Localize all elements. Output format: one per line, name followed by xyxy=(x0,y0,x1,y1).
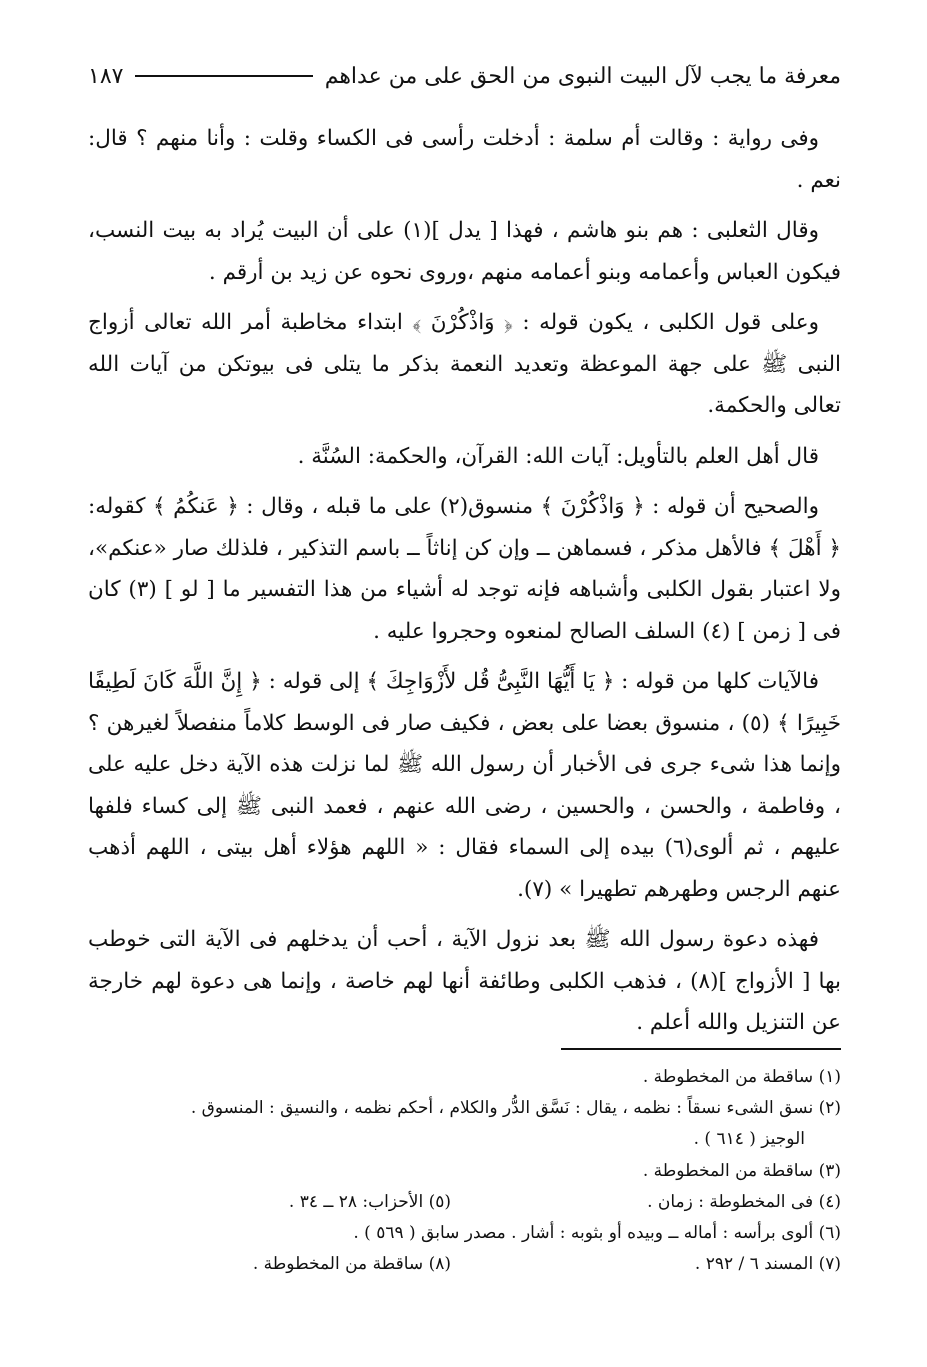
paragraph: وفى رواية : وقالت أم سلمة : أدخلت رأسى فى الكساء وقلت : وأنا منهم ؟ قال: نعم . xyxy=(88,126,841,193)
paragraph: وقال الثعلبى : هم بنو هاشم ، فهذا [ يدل ](١) على أن البيت يُراد به بيت النسب، فيكون العباس وأعمامه وبنو أعمامه منهم ،وروى نحوه عن زيد بن أرقم . xyxy=(88,218,841,285)
footnote-row xyxy=(88,1249,841,1280)
footnote-continuation: الوجيز ( ٦١٤ ) . xyxy=(693,1129,805,1150)
footnote: (٥) الأحزاب: ٢٨ ــ ٣٤ . xyxy=(288,1191,451,1212)
main-text xyxy=(88,118,841,1053)
header-rule xyxy=(135,75,312,77)
footnote-separator xyxy=(561,1048,841,1050)
footnote: (٦) ألوى برأسه : أماله ــ وبيده أو بثوبه : أشار . مصدر سابق ( ٥٦٩ ) . xyxy=(353,1223,841,1244)
paragraph: قال أهل العلم بالتأويل: آيات الله: القرآن، والحكمة: السُنَّة . xyxy=(297,443,819,469)
page-number: ١٨٧ xyxy=(88,63,124,89)
footnotes xyxy=(88,1062,841,1280)
running-title: معرفة ما يجب لآل البيت النبوى من الحق على من عداهم xyxy=(324,63,841,89)
running-header xyxy=(88,56,841,96)
footnote-row xyxy=(88,1187,841,1218)
footnote: (٨) ساقطة من المخطوطة . xyxy=(252,1254,451,1275)
paragraph: والصحيح أن قوله : ﴿ وَاذْكُرْنَ ﴾ منسوق(٢) على ما قبله ، وقال : ﴿ عَنكُمُ ﴾ كقوله: ﴿ أَهْلَ ﴾ فالأهل مذكر ، فسماهن ــ وإن كن إناثاً ــ باسم التذكير ، فلذلك صار «عنكم»، ولا اعتبار بقول الكلبى وأشباهه فإنه توجد له أشياء من هذا التفسير ما [ لو ] (٣) كان فى [ زمن ] (٤) السلف الصالح لمنعوه وحجروا عليه . xyxy=(88,494,841,644)
footnote: (١) ساقطة من المخطوطة . xyxy=(642,1067,841,1087)
footnote: (٣) ساقطة من المخطوطة . xyxy=(642,1160,841,1181)
footnote: (٢) نسق الشىء نسقاً : نظمه ، يقال : نَسَّق الدُّر والكلام ، أحكم نظمه ، والنسيق : المنسوق . xyxy=(190,1098,841,1119)
paragraph: فهذه دعوة رسول الله ﷺ بعد نزول الآية ، أحب أن يدخلهم فى الآية التى خوطب بها [ الأزواج ](٨) ، فذهب الكلبى وطائفة أنها لهم خاصة ، وإنما هى دعوة لهم خارجة عن التنزيل والله أعلم . xyxy=(88,927,841,1035)
paragraph: فالآيات كلها من قوله : ﴿ يَا أَيُّهَا النَّبِىُّ قُل لأَزْوَاجِكَ ﴾ إلى قوله : ﴿ إِنَّ اللَّهَ كَانَ لَطِيفًا خَبِيرًا ﴾ (٥) ، منسوق بعضا على بعض ، فكيف صار فى الوسط كلاماً منفصلاً لغيرهن ؟ وإنما هذا شىء جرى فى الأخبار أن رسول الله ﷺ لما نزلت هذه الآية دخل عليه على ، وفاطمة ، والحسن ، والحسين ، رضى الله عنهم ، فعمد النبى ﷺ إلى كساء فلفها عليهم ، ثم ألوى(٦) بيده إلى السماء فقال : « اللهم هؤلاء أهل بيتى ، اللهم أذهب عنهم الرجس وطهرهم تطهيرا » (٧). xyxy=(88,669,841,902)
paragraph: وعلى قول الكلبى ، يكون قوله : ﴿ وَاذْكُرْنَ ﴾ ابتداء مخاطبة أمر الله تعالى أزواج النبى ﷺ على جهة الموعظة وتعديد النعمة بذكر ما يتلى فى بيوتكن من آيات الله تعالى والحكمة. xyxy=(88,310,841,418)
footnote: (٤) فى المخطوطة : زمان . xyxy=(647,1191,841,1212)
footnote: (٧) المسند ٦ / ٢٩٢ . xyxy=(694,1254,841,1275)
